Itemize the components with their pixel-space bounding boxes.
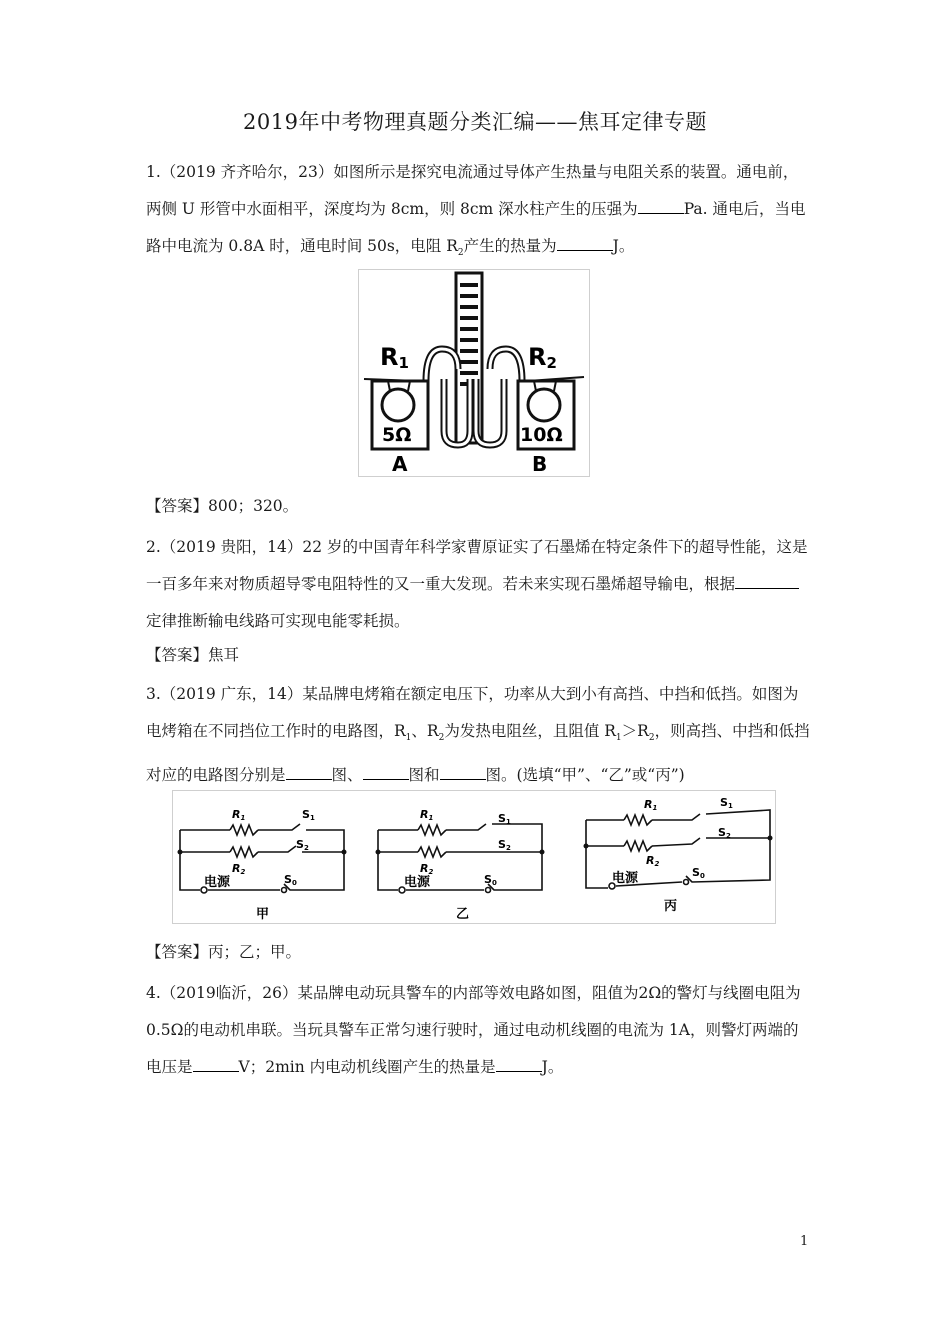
- q2-answer: 【答案】焦耳: [146, 646, 240, 664]
- q3-answer: 【答案】丙；乙；甲。: [146, 943, 302, 961]
- q4-blank-2: [496, 1056, 542, 1073]
- q3-blank-2: [363, 764, 409, 781]
- yi-power: 电源: [404, 875, 431, 890]
- q4-text-a: 4.（2019临沂，26）某品牌电动玩具警车的内部等效电路如图，阻值为2Ω的警灯与线圈电阻为 0.5Ω的电动机串联。当玩具警车正常匀速行驶时，通过电动机线圈的电流为 1A，则警灯两端的电压是: [146, 984, 801, 1076]
- q3-sub-3: 1: [615, 733, 622, 744]
- bing-r1: R1: [644, 798, 658, 812]
- question-2: [146, 529, 811, 640]
- q2-text-a: 2.（2019 贵阳，14）22 岁的中国青年科学家曹原证实了石墨烯在特定条件下的超导性能，这是一百多年来对物质超导零电阻特性的又一重大发现。若未来实现石墨烯超导输电，根据: [146, 538, 808, 593]
- yi-r2: R2: [420, 862, 434, 876]
- r1-label: R1: [380, 343, 409, 372]
- q3-figure: [172, 790, 776, 924]
- q3-text-c: 为发热电阻丝，且阻值 R: [444, 722, 616, 740]
- q1-text-b: Pa. 通电后，当电路中电流为 0.8A 时，通电时间 50s，电阻 R: [146, 200, 806, 255]
- q1-text-c: 产生的热量为: [463, 237, 557, 255]
- r1-value: 5Ω: [382, 424, 412, 446]
- q1-blank-2: [557, 235, 613, 252]
- jia-s0: S0: [284, 873, 297, 887]
- jia-r2: R2: [232, 862, 246, 876]
- q2-blank: [735, 573, 799, 590]
- jia-label: 甲: [256, 907, 270, 922]
- q3-sub-2: 2: [438, 733, 445, 744]
- q3-text-f: 图、: [331, 766, 363, 785]
- q1-blank-1: [638, 198, 684, 215]
- jia-s2: S2: [296, 838, 309, 852]
- q3-text-a: 3.（2019 广东，14）某品牌电烤箱在额定电压下，功率从大到小有高挡、中挡和低挡。如图为电烤箱在不同挡位工作时的电路图，R: [146, 685, 799, 740]
- container-a-label: A: [392, 452, 408, 476]
- u-tube-apparatus-diagram: [358, 269, 590, 477]
- bing-power: 电源: [612, 871, 639, 886]
- yi-s1: S1: [498, 812, 511, 826]
- r2-label: R2: [528, 343, 557, 372]
- q3-text-b: 、R: [411, 722, 439, 740]
- page-number: 1: [800, 1234, 809, 1249]
- yi-r1: R1: [420, 808, 434, 822]
- q1-text-a: 1.（2019 齐齐哈尔，23）如图所示是探究电流通过导体产生热量与电阻关系的装置。通电前，两侧 U 形管中水面相平，深度均为 8cm，则 8cm 深水柱产生的压强为: [146, 163, 799, 218]
- yi-s2: S2: [498, 838, 511, 852]
- jia-r1: R1: [232, 808, 246, 822]
- oven-circuit-diagrams: [172, 790, 776, 924]
- q4-text-b: V；2min 内电动机线圈产生的热量是: [238, 1058, 496, 1076]
- bing-s0: S0: [692, 866, 705, 880]
- bing-r2: R2: [646, 854, 660, 868]
- q3-sub-1: 1: [405, 733, 412, 744]
- q1-sub: 2: [457, 248, 464, 259]
- q3-text-g: 图和: [408, 766, 440, 785]
- container-b-label: B: [532, 452, 548, 476]
- jia-power: 电源: [204, 875, 231, 890]
- q1-answer: 【答案】800；320。: [146, 497, 299, 515]
- q3-sub-4: 2: [648, 733, 655, 744]
- question-1: [146, 154, 811, 272]
- question-4: [146, 975, 811, 1086]
- q3-blank-3: [440, 764, 486, 781]
- yi-s0: S0: [484, 873, 497, 887]
- question-3: [146, 676, 811, 794]
- bing-label: 丙: [664, 899, 678, 914]
- bing-s2: S2: [718, 826, 731, 840]
- q4-text-c: J。: [541, 1058, 564, 1076]
- q3-text-h: 图。(选填“甲”、“乙”或“丙”): [485, 766, 685, 785]
- q3-text-e: ，则高挡、中挡和低挡对应的电路图分别是: [146, 722, 810, 785]
- yi-label: 乙: [456, 907, 470, 922]
- bing-s1: S1: [720, 796, 733, 810]
- jia-s1: S1: [302, 808, 315, 822]
- q3-text-d: ＞R: [621, 722, 649, 740]
- r2-value: 10Ω: [520, 424, 563, 446]
- q3-blank-1: [286, 764, 332, 781]
- q1-figure: [358, 269, 590, 477]
- q2-text-b: 定律推断输电线路可实现电能零耗损。: [146, 612, 410, 630]
- q4-blank-1: [193, 1056, 239, 1073]
- q1-text-d: J。: [612, 237, 635, 255]
- page-title: 2019年中考物理真题分类汇编——焦耳定律专题: [243, 110, 707, 134]
